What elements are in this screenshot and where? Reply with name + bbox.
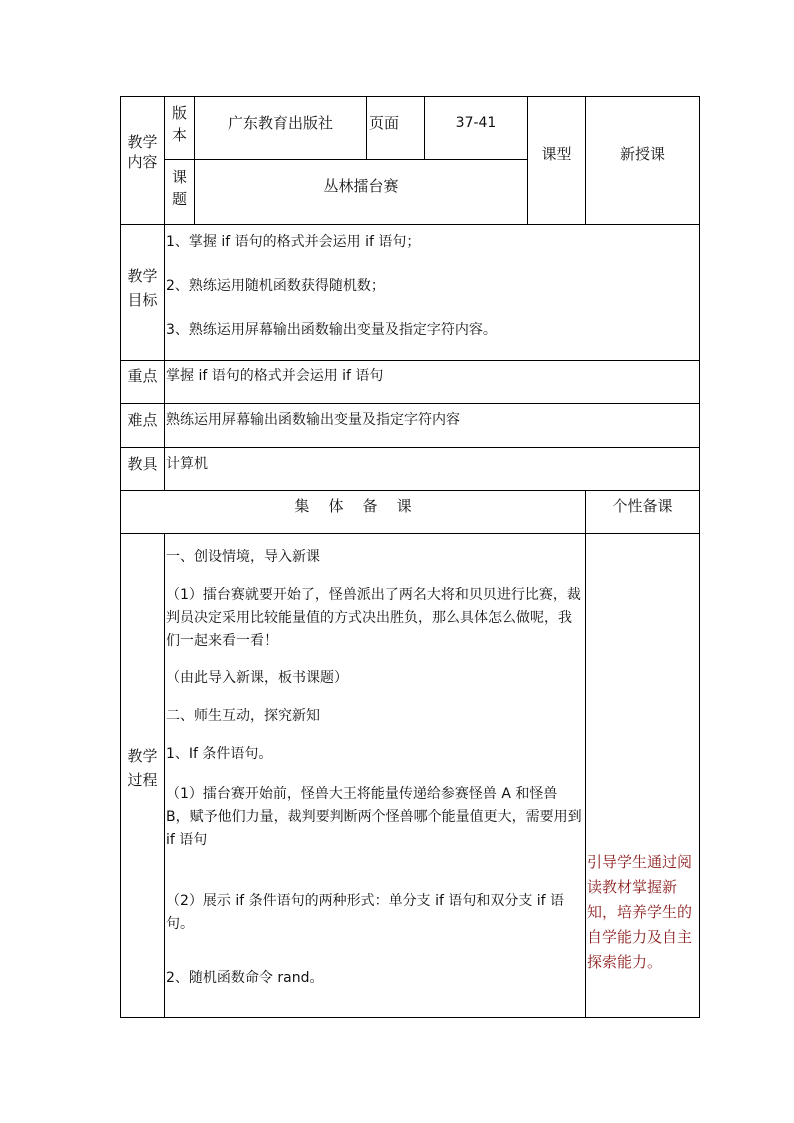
table-border <box>120 447 700 448</box>
process-paragraph: （1）擂台赛开始前，怪兽大王将能量传递给参赛怪兽 A 和怪兽 B，赋予他们力量，裁判要判断两个怪兽哪个能量值更大，需要用到 if 语句 <box>166 786 582 848</box>
content-label: 教学 内容 <box>127 133 158 171</box>
page-value: 37-41 <box>455 115 497 131</box>
goal-item: 1、掌握 if 语句的格式并会运用 if 语句； <box>166 234 421 250</box>
key-point-value: 掌握 if 语句的格式并会运用 if 语句 <box>166 368 384 384</box>
key-point-label: 重点 <box>127 367 158 385</box>
lesson-title: 丛林擂台赛 <box>323 177 399 195</box>
process-paragraph: （1）擂台赛就要开始了，怪兽派出了两名大将和贝贝进行比赛，裁判员决定采用比较能量值的方式决出胜负，那么具体怎么做呢，我们一起来看一看！ <box>166 587 581 649</box>
process-paragraph: 二、师生互动，探究新知 <box>166 708 320 724</box>
table-border <box>120 224 700 225</box>
table-border <box>120 96 121 1018</box>
process-paragraph: 一、创设情境，导入新课 <box>166 549 320 565</box>
table-border <box>120 96 700 97</box>
process-label: 教学 过程 <box>127 747 158 789</box>
table-border <box>164 533 165 1018</box>
goal-item: 3、熟练运用屏幕输出函数输出变量及指定字符内容。 <box>166 322 497 338</box>
type-value: 新授课 <box>619 145 665 163</box>
table-border <box>120 490 700 491</box>
table-border <box>165 159 527 160</box>
table-border <box>164 96 165 490</box>
table-border <box>699 96 700 1018</box>
difficulty-label: 难点 <box>127 411 158 429</box>
personal-prep-title: 个性备课 <box>612 497 673 515</box>
difficulty-value: 熟练运用屏幕输出函数输出变量及指定字符内容 <box>166 412 460 428</box>
table-border <box>120 1017 700 1018</box>
table-border <box>120 360 700 361</box>
goals-label: 教学 目标 <box>127 267 158 309</box>
tools-value: 计算机 <box>166 456 208 472</box>
lesson-label: 课 题 <box>171 168 187 208</box>
type-label: 课型 <box>541 145 572 163</box>
process-paragraph: 2、随机函数命令 rand。 <box>166 970 324 986</box>
process-paragraph: 1、If 条件语句。 <box>166 746 273 762</box>
tools-label: 教具 <box>127 455 158 473</box>
page-label: 页面 <box>369 114 400 132</box>
group-prep-title: 集 体 备 课 <box>294 497 412 515</box>
table-border <box>585 490 586 1018</box>
goal-item: 2、熟练运用随机函数获得随机数； <box>166 278 385 294</box>
table-border <box>120 403 700 404</box>
table-border <box>366 96 367 160</box>
edition-label: 版 本 <box>171 104 187 144</box>
personal-note: 引导学生通过阅读教材掌握新知，培养学生的自学能力及自主探索能力。 <box>587 853 693 971</box>
process-paragraph: （由此导入新课，板书课题） <box>166 670 348 686</box>
edition-value: 广东教育出版社 <box>227 114 333 132</box>
process-paragraph: （2）展示 if 条件语句的两种形式：单分支 if 语句和双分支 if 语句。 <box>166 893 565 932</box>
table-border <box>120 533 700 534</box>
